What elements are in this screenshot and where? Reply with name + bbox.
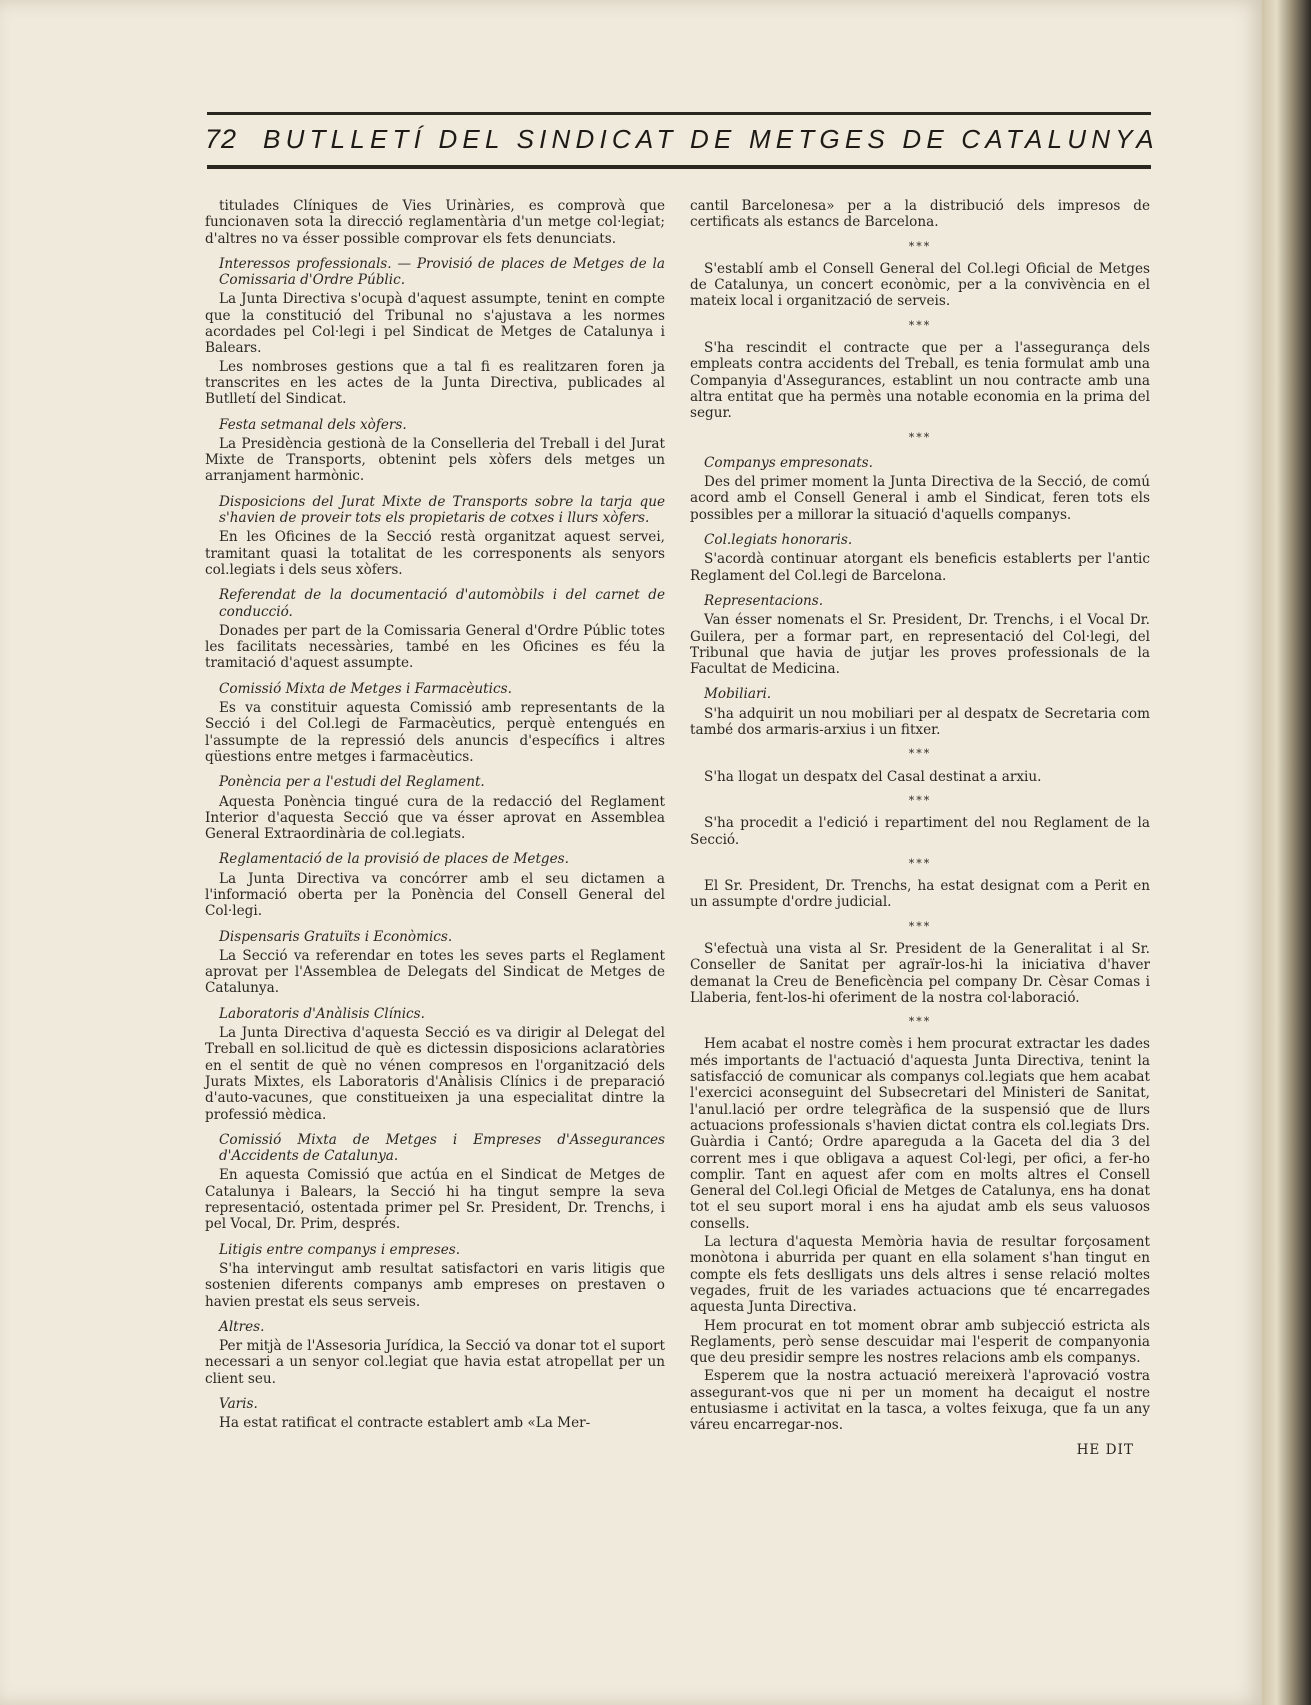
section-divider: *** <box>908 856 932 870</box>
paragraph: La Junta Directiva s'ocupà d'aquest assumpte, tenint en compte que la constitució del Tribunal no s'ajustava a les normes acordades pel Col·legi i pel Sindicat de Metges de Catalunya i Balears. <box>205 291 665 357</box>
running-header <box>205 124 1159 160</box>
section-heading: Disposicions del Jurat Mixte de Transports sobre la tarja que s'havien de proveir tots els propietaris de cotxes i llurs xòfers. <box>219 493 665 527</box>
left-column <box>205 198 665 1432</box>
section-heading: Mobiliari. <box>704 686 772 703</box>
paragraph: La Junta Directiva d'aquesta Secció es va dirigir al Delegat del Treball en sol.licitud de què es dictessin disposicions aclaratòries en el sentit de què no vénen compresos en l'organització dels Jurats Mixtes, els Laboratoris d'Anàlisis Clínics i de preparació d'auto-vacunes, que constitueixen ja una especialitat dintre la professió mèdica. <box>205 1025 665 1123</box>
header-rule-bottom <box>207 165 1151 169</box>
paragraph: S'ha procedit a l'edició i repartiment del nou Reglament de la Secció. <box>690 815 1150 848</box>
paragraph: S'efectuà una vista al Sr. President de la Generalitat i al Sr. Conseller de Sanitat per agraïr-los-hi la iniciativa d'haver demanat la Creu de Beneficència pel company Dr. Cèsar Comas i Llaberia, fent-los-hi oferiment de la nostra col·laboració. <box>690 940 1150 1006</box>
section-heading: Comissió Mixta de Metges i Empreses d'Assegurances d'Accidents de Catalunya. <box>219 1131 665 1165</box>
paragraph: Hem procurat en tot moment obrar amb subjecció estricta als Reglaments, però sense descuidar mai l'esperit de companyonia que deu presidir sempre les nostres relacions amb els companys. <box>690 1317 1150 1367</box>
paragraph: En aquesta Comissió que actúa en el Sindicat de Metges de Catalunya i Balears, la Secció hi ha tingut sempre la seva representació, ostentada primer pel Sr. President, Dr. Trenchs, i pel Vocal, Dr. Prim, després. <box>205 1167 665 1233</box>
right-column <box>690 198 1150 1458</box>
paragraph: En les Oficines de la Secció restà organitzat aquest servei, tramitant quasi la totalitat de les corresponents als senyors col.legiats i dels seus xòfers. <box>205 529 665 578</box>
paragraph: Es va constituir aquesta Comissió amb representants de la Secció i del Col.legi de Farmacèutics, perquè entengués en l'assumpte de la repressió dels anuncis d'específics i altres qüestions entre metges i farmacèutics. <box>205 700 665 765</box>
section-divider: *** <box>908 1015 932 1029</box>
section-divider: *** <box>908 239 932 253</box>
paragraph: titulades Clíniques de Vies Urinàries, es comprovà que funcionaven sota la direcció reglamentària d'un metge col·legiat; d'altres no va ésser possible comprovar els fets denunciats. <box>205 198 665 247</box>
paragraph: Per mitjà de l'Assesoria Jurídica, la Secció va donar tot el suport necessari a un senyor col.legiat que havia estat atropellat per un client seu. <box>205 1338 665 1387</box>
section-heading: Representacions. <box>704 592 824 609</box>
paragraph: La Presidència gestionà de la Conselleria del Treball i del Jurat Mixte de Transports, obtenint pels xòfers dels metges un arranjament harmònic. <box>205 435 665 485</box>
section-heading: Altres. <box>219 1318 265 1335</box>
paragraph: Donades per part de la Comissaria General d'Ordre Públic totes les facilitats necessàries, també en les Oficines es féu la tramitació d'aquest assumpte. <box>205 622 665 672</box>
section-divider: *** <box>908 919 932 933</box>
signature: HE DIT <box>1076 1441 1134 1458</box>
paragraph: La lectura d'aquesta Memòria havia de resultar forçosament monòtona i aburrida per quant en ella solament s'han tingut en compte els fets deslligats uns dels altres i sense relació moltes vegades, fruit de les variades actuacions que té encarregades aquesta Junta Directiva. <box>690 1234 1150 1316</box>
section-heading: Referendat de la documentació d'automòbils i del carnet de conducció. <box>219 587 665 620</box>
paragraph: S'ha intervingut amb resultat satisfactori en varis litigis que sostenien diferents companys amb empreses on prestaven o havien prestat els seus serveis. <box>205 1260 665 1310</box>
paragraph: S'ha llogat un despatx del Casal destinat a arxiu. <box>704 768 1042 785</box>
page-edge <box>1262 0 1311 1705</box>
paragraph: Aquesta Ponència tingué cura de la redacció del Reglament Interior d'aquesta Secció que va ésser aprovat en Assemblea General Extraordinària de col.legiats. <box>205 793 665 843</box>
page-number: 72 <box>205 124 238 154</box>
paragraph: S'ha rescindit el contracte que per a l'assegurança dels empleats contra accidents del Treball, es tenia formulat amb una Companyia d'Assegurances, establint un nou contracte amb una altra entitat que ha permès una notable economia en la prima del segur. <box>690 340 1150 422</box>
paragraph: La Junta Directiva va concórrer amb el seu dictamen a l'informació oberta per la Ponència del Consell General del Col·legi. <box>205 870 665 920</box>
journal-title: BUTLLETÍ DEL SINDICAT DE METGES DE CATALUNYA <box>263 124 1159 154</box>
section-heading: Ponència per a l'estudi del Reglament. <box>219 774 485 791</box>
paragraph: Van ésser nomenats el Sr. President, Dr. Trenchs, i el Vocal Dr. Guilera, per a formar part, en representació del Col·legi, del Tribunal que havia de jutjar les proves professionals de la Facultat de Medicina. <box>690 612 1150 678</box>
paragraph: Ha estat ratificat el contracte establert amb «La Mer- <box>219 1415 591 1432</box>
section-heading: Reglamentació de la provisió de places de Metges. <box>219 851 569 868</box>
section-divider: *** <box>908 747 932 761</box>
section-heading: Festa setmanal dels xòfers. <box>219 416 407 433</box>
section-heading: Interessos professionals. — Provisió de places de Metges de la Comissaria d'Ordre Públic. <box>219 255 665 289</box>
section-heading: Dispensaris Gratuïts i Econòmics. <box>219 928 453 945</box>
section-heading: Litigis entre companys i empreses. <box>219 1241 461 1258</box>
section-heading: Comissió Mixta de Metges i Farmacèutics. <box>219 680 512 697</box>
section-heading: Laboratoris d'Anàlisis Clínics. <box>219 1005 425 1022</box>
paragraph: cantil Barcelonesa» per a la distribució dels impresos de certificats als estancs de Barcelona. <box>690 198 1150 231</box>
section-divider: *** <box>908 318 932 332</box>
paragraph: La Secció va referendar en totes les seves parts el Reglament aprovat per l'Assemblea de Delegats del Sindicat de Metges de Catalunya. <box>205 947 665 997</box>
paragraph: Des del primer moment la Junta Directiva de la Secció, de comú acord amb el Consell General i amb el Sindicat, feren tots els possibles per a millorar la situació d'aquells companys. <box>690 474 1150 523</box>
paragraph: Esperem que la nostra actuació mereixerà l'aprovació vostra assegurant-vos que ni per un moment ha decaigut el nostre entusiasme i activitat en la tasca, a voltes feixuga, que fa un any váreu encarregar-nos. <box>690 1368 1150 1434</box>
header-rule-top <box>207 112 1151 115</box>
paragraph: El Sr. President, Dr. Trenchs, ha estat designat com a Perit en un assumpte d'ordre judicial. <box>690 878 1150 911</box>
section-heading: Col.legiats honoraris. <box>704 532 853 549</box>
paragraph: S'acordà continuar atorgant els beneficis establerts per l'antic Reglament del Col.legi de Barcelona. <box>690 551 1150 584</box>
paragraph: S'establí amb el Consell General del Col.legi Oficial de Metges de Catalunya, un concert econòmic, per a la convivència en el mateix local i organització de serveis. <box>690 260 1150 310</box>
paragraph: Les nombroses gestions que a tal fi es realitzaren foren ja transcrites en les actes de la Junta Directiva, publicades al Butlletí del Sindicat. <box>205 358 665 408</box>
section-heading: Varis. <box>219 1396 258 1412</box>
paragraph: Hem acabat el nostre comès i hem procurat extractar les dades més importants de l'actuació d'aquesta Junta Directiva, tenint la satisfacció de comunicar als companys col.legiats que hem acabat l'exercici aconseguint del Subsecretari del Ministeri de Sanitat, l'anul.lació per ordre telegràfica de la suspensió que de llurs actuacions professionals s'havien dictat contra els col.legiats Drs. Guàrdia i Cantó; Ordre apareguda a la Gaceta del dia 3 del corrent mes i que obligava a aquest Col·legi, per ofici, a fer-ho complir. Tant en aquest afer com en molts altres el Consell General del Col.legi Oficial de Metges de Catalunya, ens ha donat tot el seu suport moral i ens ha ajudat amb els seus valuosos consells. <box>690 1036 1150 1232</box>
section-heading: Companys empresonats. <box>704 454 873 471</box>
section-divider: *** <box>908 793 932 807</box>
paragraph: S'ha adquirit un nou mobiliari per al despatx de Secretaria com també dos armaris-arxius i un fitxer. <box>690 705 1150 739</box>
section-divider: *** <box>908 430 932 444</box>
